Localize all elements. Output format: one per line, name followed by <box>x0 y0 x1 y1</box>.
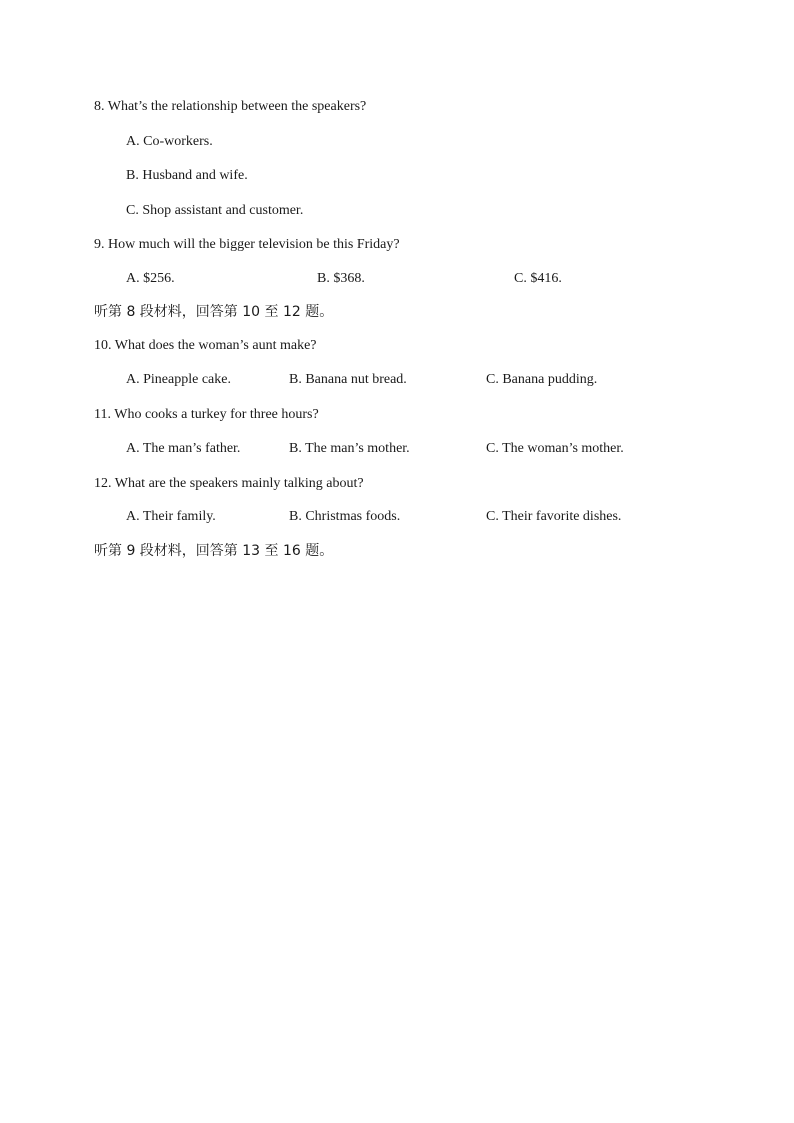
question-12-option-b: B. Christmas foods. <box>289 509 401 524</box>
question-11-options <box>0 440 794 458</box>
question-8-option-b: B. Husband and wife. <box>126 168 248 183</box>
question-10-option-b: B. Banana nut bread. <box>289 372 407 387</box>
question-9-options <box>0 270 794 288</box>
question-11-option-a: A. The man’s father. <box>126 441 241 456</box>
question-8-option-c: C. Shop assistant and customer. <box>126 203 304 218</box>
section-8-instruction: 听第 8 段材料，回答第 10 至 12 题。 <box>94 304 334 320</box>
question-9-option-c: C. $416. <box>514 271 562 286</box>
question-11: 11. Who cooks a turkey for three hours? <box>94 407 319 422</box>
question-10-option-a: A. Pineapple cake. <box>126 372 231 387</box>
question-12: 12. What are the speakers mainly talking about? <box>94 476 364 491</box>
question-9: 9. How much will the bigger television be this Friday? <box>94 237 400 252</box>
question-9-option-b: B. $368. <box>317 271 365 286</box>
question-11-option-b: B. The man’s mother. <box>289 441 410 456</box>
question-8: 8. What’s the relationship between the speakers? <box>94 99 367 114</box>
question-10-options <box>0 371 794 389</box>
section-9-instruction: 听第 9 段材料，回答第 13 至 16 题。 <box>94 543 334 559</box>
question-10: 10. What does the woman’s aunt make? <box>94 338 317 353</box>
question-9-option-a: A. $256. <box>126 271 175 286</box>
question-12-options <box>0 508 794 526</box>
question-12-option-a: A. Their family. <box>126 509 216 524</box>
question-10-option-c: C. Banana pudding. <box>486 372 598 387</box>
question-12-option-c: C. Their favorite dishes. <box>486 509 622 524</box>
question-8-option-a: A. Co-workers. <box>126 134 213 149</box>
question-11-option-c: C. The woman’s mother. <box>486 441 624 456</box>
